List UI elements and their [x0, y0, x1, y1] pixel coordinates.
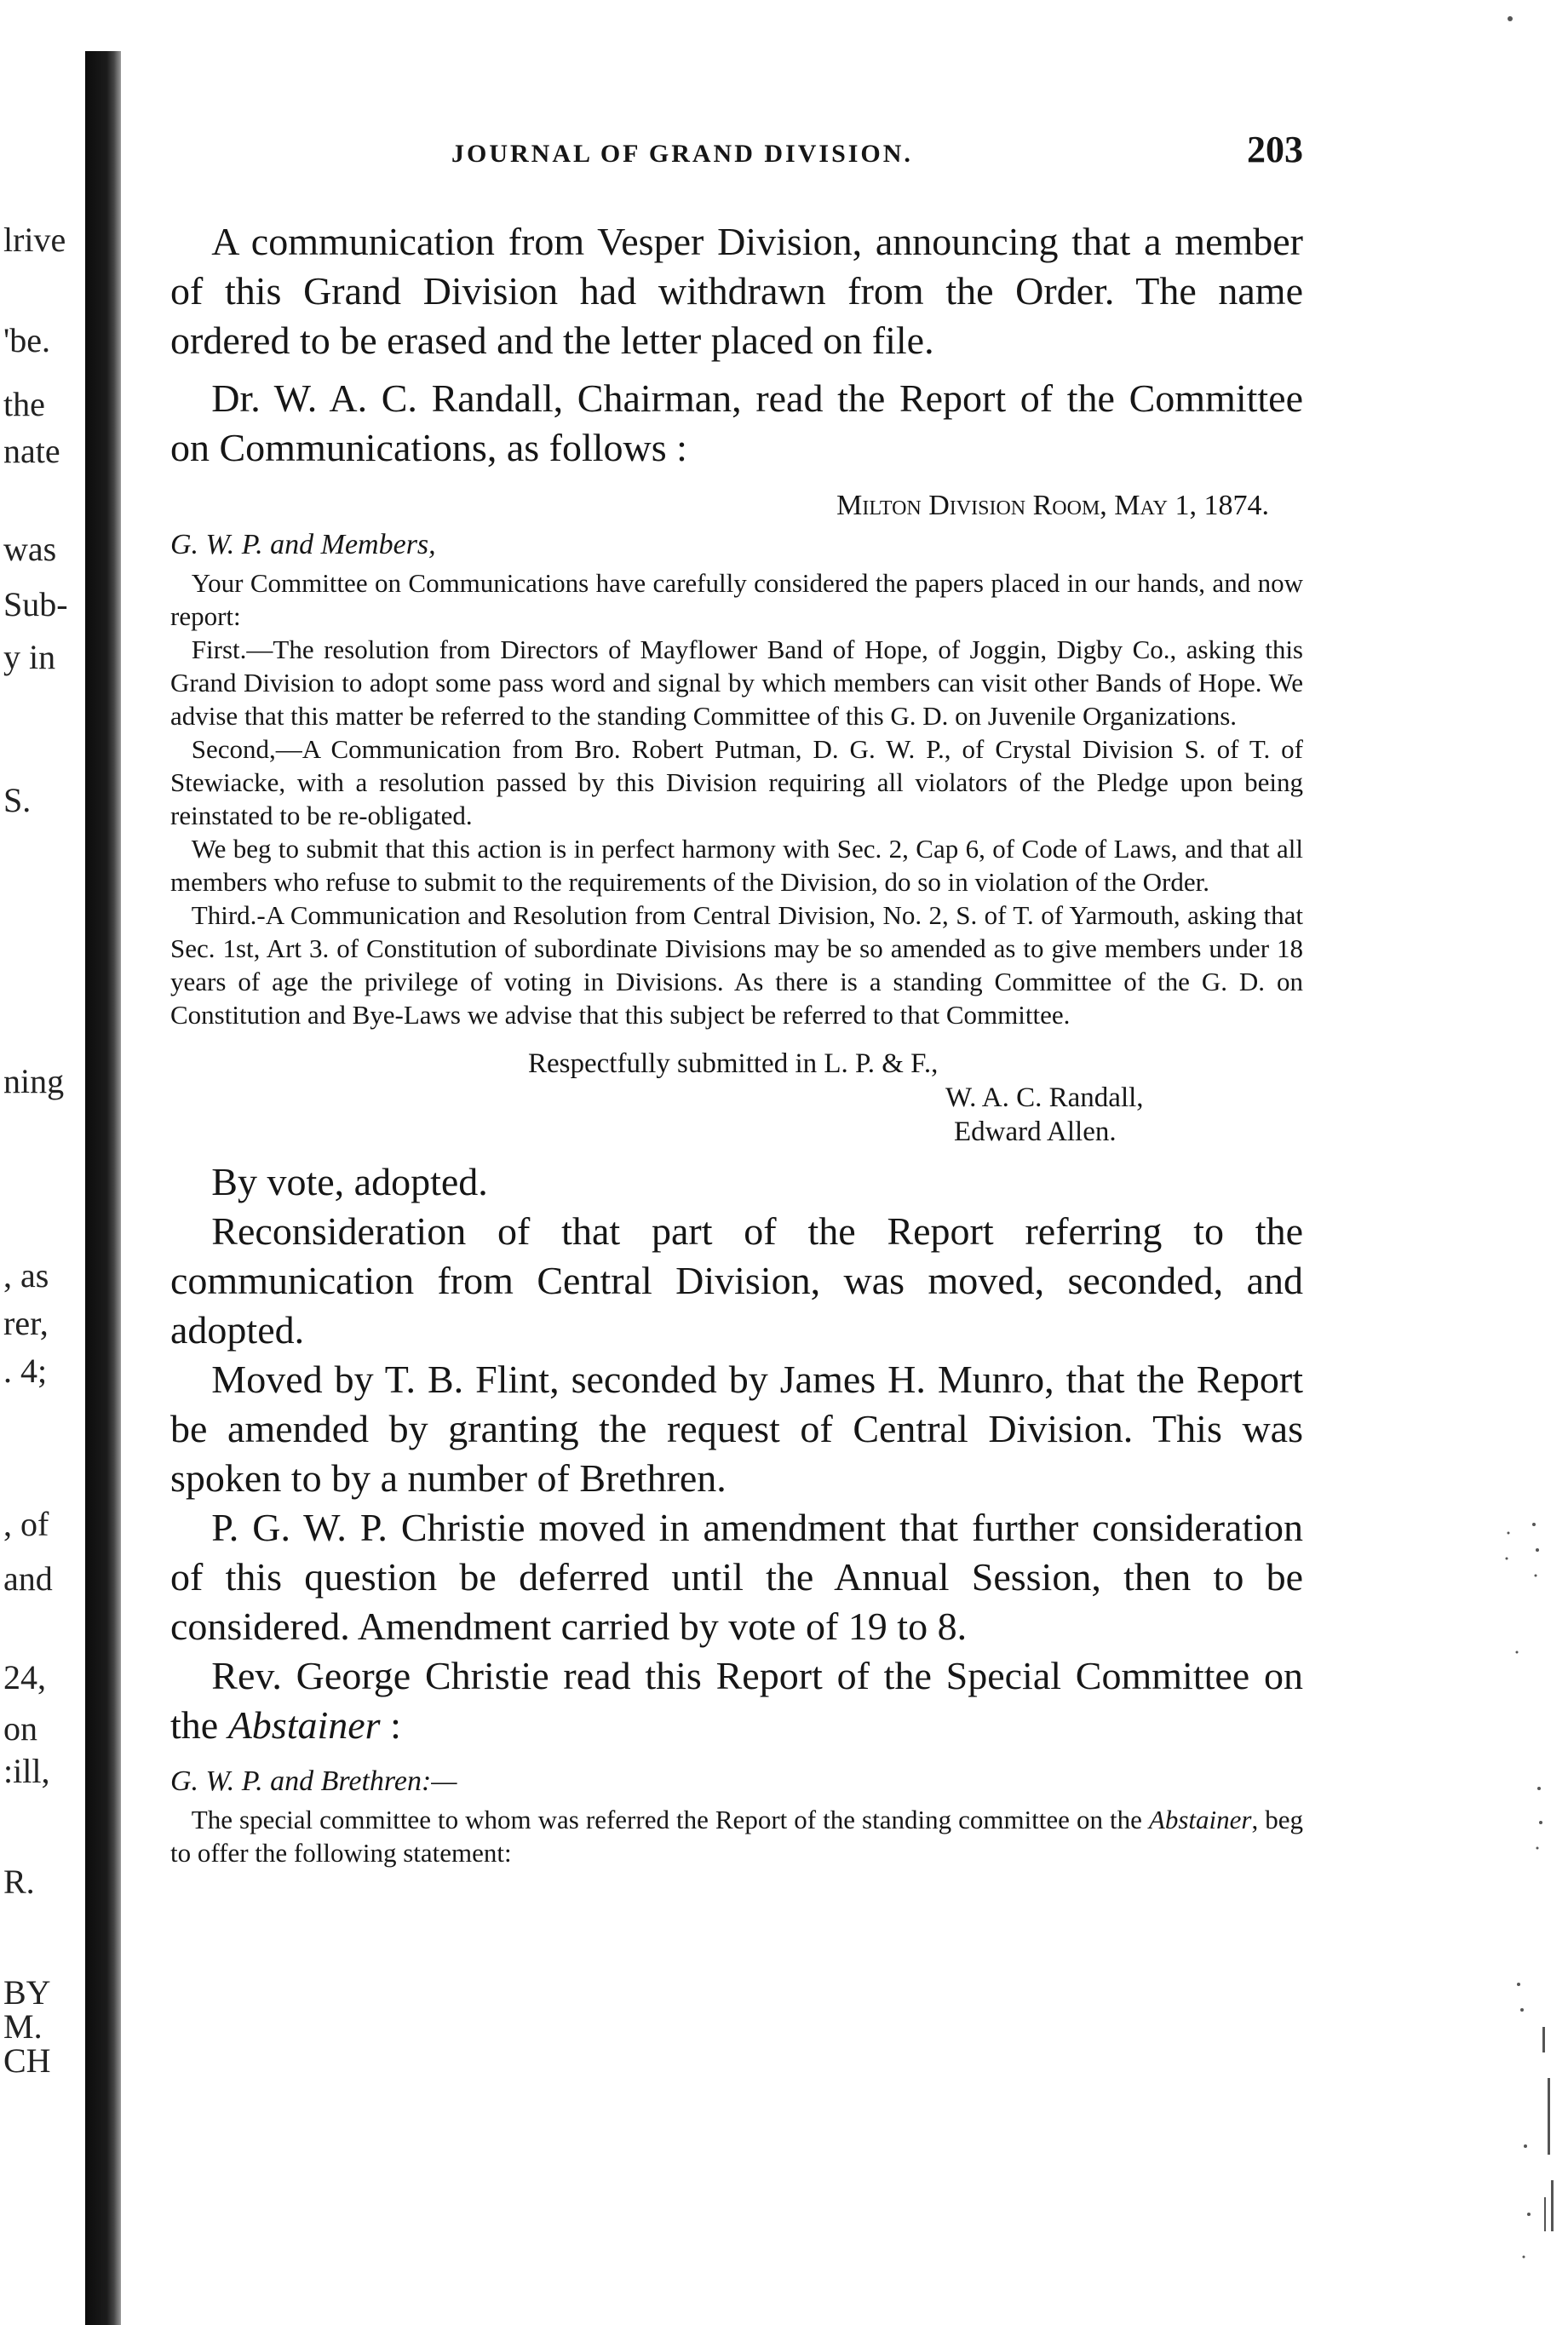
text-segment: The special committee to whom was referred the Report of the standing committee on the: [191, 1805, 1149, 1834]
paragraph-reconsideration: Reconsideration of that part of the Report referring to the communication from Central Division, was moved, seconded, and adopted.: [170, 1209, 1303, 1352]
paragraph-flint-motion: Moved by T. B. Flint, seconded by James H. Munro, that the Report be amended by granting the request of Central Division. This was spoken to by a number of Brethren.: [170, 1358, 1303, 1500]
gutter-fragment: was: [3, 530, 57, 568]
gutter-fragment: nate: [3, 432, 60, 470]
gutter-fragment: lrive: [3, 221, 66, 259]
report-signer: W. A. C. Randall,: [945, 1082, 1144, 1113]
gutter-fragment: CH: [3, 2041, 51, 2080]
paragraph-abstainer-report-intro: [170, 1651, 1303, 1750]
gutter-fragment: 'be.: [3, 321, 50, 359]
gutter-fragment: R.: [3, 1863, 35, 1901]
gutter-fragment: M.: [3, 2007, 43, 2046]
paragraph-vote-adopted: By vote, adopted.: [211, 1160, 488, 1203]
gutter-fragment: , of: [3, 1505, 49, 1543]
text-segment: , beg to offer the following statement:: [170, 1805, 1304, 1868]
paragraph-vesper-communication: A communication from Vesper Division, announcing that a member of this Grand Division had withdrawn from the Order. The name ordered to be erased and the letter placed on file.: [170, 220, 1303, 362]
gutter-fragment: . 4;: [3, 1352, 48, 1390]
text-segment: :: [380, 1703, 401, 1747]
gutter-fragment: rer,: [3, 1304, 49, 1342]
report-salutation: G. W. P. and Members,: [170, 529, 436, 560]
gutter-fragment: :ill,: [3, 1752, 50, 1790]
gutter-fragment: S.: [3, 781, 32, 819]
report-second-item: Second,—A Communication from Bro. Robert Putman, D. G. W. P., of Crystal Division S. of T. of Stewiacke, with a resolution passed by this Division requiring all violators of the Pledge upon being reinstated to be re-obligated.: [170, 734, 1303, 830]
page-header: [170, 128, 1329, 187]
text-segment: Rev. George Christie read this Report of the Special Committee on the: [170, 1654, 1303, 1747]
publication-title: Abstainer: [1148, 1805, 1252, 1834]
publication-title: Abstainer: [227, 1703, 381, 1747]
page-body: [170, 217, 1303, 1869]
gutter-fragment: ning: [3, 1062, 65, 1100]
report-intro: Your Committee on Communications have carefully considered the papers placed in our hands, and now report:: [170, 568, 1303, 631]
report-third-item: Third.-A Communication and Resolution from Central Division, No. 2, S. of T. of Yarmouth, asking that Sec. 1st, Art 3. of Constitution of subordinate Divisions may be so amended as to give members under 18 years of age the privilege of voting in Divisions. As there is a standing Committee of the G. D. on Constitution and Bye-Laws we advise that this subject be referred to that Committee.: [170, 900, 1303, 1030]
scan-noise-specks: [1500, 0, 1568, 2325]
report-closing: Respectfully submitted in L. P. & F.,: [528, 1048, 939, 1079]
paragraph-randall-report-intro: Dr. W. A. C. Randall, Chairman, read the Report of the Committee on Communications, as follows :: [170, 376, 1303, 469]
running-head: JOURNAL OF GRAND DIVISION.: [451, 140, 913, 168]
book-binding-gutter: [85, 51, 121, 2325]
abstainer-report-intro: [170, 1803, 1303, 1869]
gutter-fragment: 24,: [3, 1658, 46, 1696]
report-first-item: First.—The resolution from Directors of Mayflower Band of Hope, of Joggin, Digby Co., asking this Grand Division to adopt some pass word and signal by which members can visit other Bands of Hope. We advise that this matter be referred to the standing Committee of this G. D. on Juvenile Organizations.: [170, 634, 1303, 731]
gutter-fragment: BY: [3, 1973, 51, 2012]
report-dateline: Milton Division Room, May 1, 1874.: [836, 490, 1269, 521]
gutter-fragment: on: [3, 1709, 37, 1748]
gutter-fragment: y in: [3, 638, 56, 676]
gutter-fragment: Sub-: [3, 585, 68, 623]
report-signature-block: [170, 1047, 1303, 1149]
page-number: 203: [1247, 129, 1303, 170]
report-signer: Edward Allen.: [954, 1117, 1117, 1147]
abstainer-report-salutation: G. W. P. and Brethren:—: [170, 1765, 457, 1797]
report-second-item-response: We beg to submit that this action is in perfect harmony with Sec. 2, Cap 6, of Code of Laws, and that all members who refuse to submit to the requirements of the Division, do so in violation of the Order.: [170, 834, 1303, 897]
gutter-fragment: the: [3, 385, 45, 423]
gutter-fragment: and: [3, 1559, 53, 1598]
paragraph-christie-amendment: P. G. W. P. Christie moved in amendment that further consideration of this question be deferred until the Annual Session, then to be considered. Amendment carried by vote of 19 to 8.: [170, 1506, 1303, 1648]
communications-report: [170, 490, 1303, 1149]
gutter-fragment: , as: [3, 1256, 49, 1295]
